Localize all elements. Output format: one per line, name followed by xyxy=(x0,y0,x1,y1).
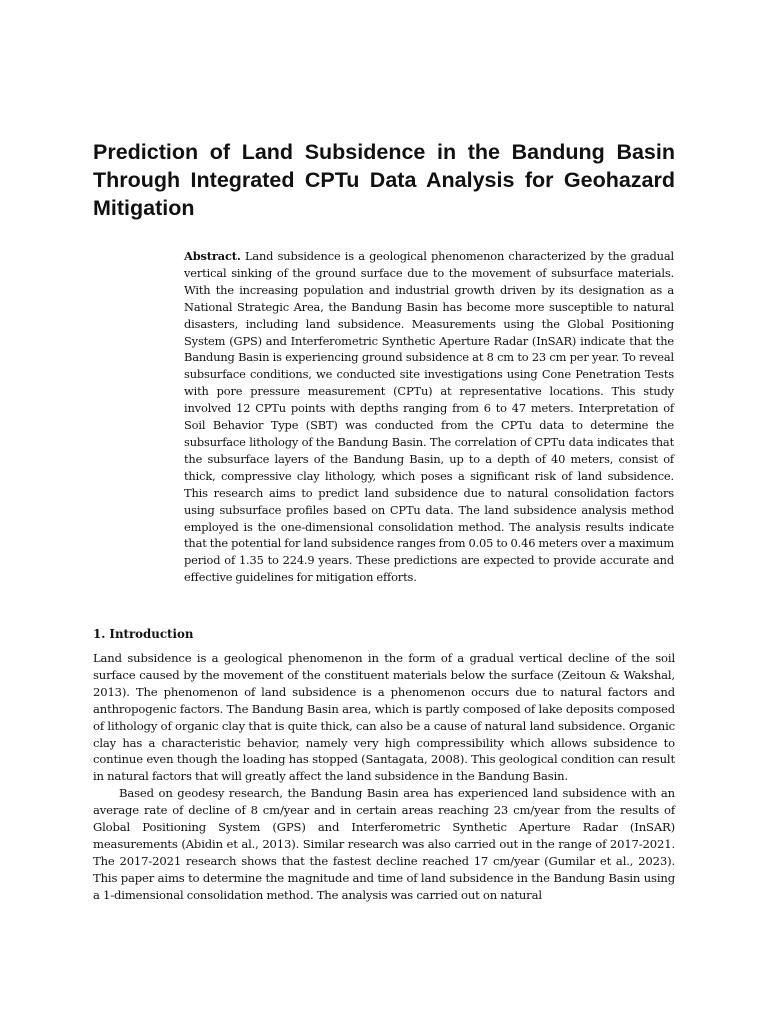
abstract-text: Land subsidence is a geological phenomenon characterized by the gradual vertical sinking of the ground surface due to the movement of subsurface materials. With the increasing population and industrial growth driven by its designation as a National Strategic Area, the Bandung Basin has become more susceptible to natural disasters, including land subsidence. Measurements using the Global Positioning System (GPS) and Interferometric Synthetic Aperture Radar (InSAR) indicate that the Bandung Basin is experiencing ground subsidence at 8 cm to 23 cm per year. To reveal subsurface conditions, we conducted site investigations using Cone Penetration Tests with pore pressure measurement (CPTu) at representative locations. This study involved 12 CPTu points with depths ranging from 6 to 47 meters. Interpretation of Soil Behavior Type (SBT) was conducted from the CPTu data to determine the subsurface lithology of the Bandung Basin. The correlation of CPTu data indicates that the subsurface layers of the Bandung Basin, up to a depth of 40 meters, consist of thick, compressive clay lithology, which poses a significant risk of land subsidence. This research aims to predict land subsidence due to natural consolidation factors using subsurface profiles based on CPTu data. The land subsidence analysis method employed is the one-dimensional consolidation method. The analysis results indicate that the potential for land subsidence ranges from 0.05 to 0.46 meters over a maximum period of 1.35 to 224.9 years. These predictions are expected to provide accurate and effective guidelines for mitigation efforts. xyxy=(184,249,674,585)
abstract-label: Abstract. xyxy=(184,249,241,263)
section-heading-introduction: 1. Introduction xyxy=(93,627,194,641)
abstract xyxy=(184,248,674,586)
introduction-body xyxy=(93,650,675,904)
paper-title: Prediction of Land Subsidence in the Bandung Basin Through Integrated CPTu Data Analysis for Geohazard Mitigation xyxy=(93,140,675,220)
paragraph: Land subsidence is a geological phenomenon in the form of a gradual vertical decline of the soil surface caused by the movement of the constituent materials below the surface (Zeitoun & Wakshal, 2013). The phenomenon of land subsidence is a phenomenon occurs due to natural factors and anthropogenic factors. The Bandung Basin area, which is partly composed of lake deposits composed of lithology of organic clay that is quite thick, can also be a cause of natural land subsidence. Organic clay has a characteristic behavior, namely very high compressibility which allows subsidence to continue even though the loading has stopped (Santagata, 2008). This geological condition can result in natural factors that will greatly affect the land subsidence in the Bandung Basin. xyxy=(93,651,675,784)
paragraph: Based on geodesy research, the Bandung Basin area has experienced land subsidence with an average rate of decline of 8 cm/year and in certain areas reaching 23 cm/year from the results of Global Positioning System (GPS) and Interferometric Synthetic Aperture Radar (InSAR) measurements (Abidin et al., 2013). Similar research was also carried out in the range of 2017-2021. The 2017-2021 research shows that the fastest decline reached 17 cm/year (Gumilar et al., 2023). This paper aims to determine the magnitude and time of land subsidence in the Bandung Basin using a 1-dimensional consolidation method. The analysis was carried out on natural xyxy=(93,786,675,902)
